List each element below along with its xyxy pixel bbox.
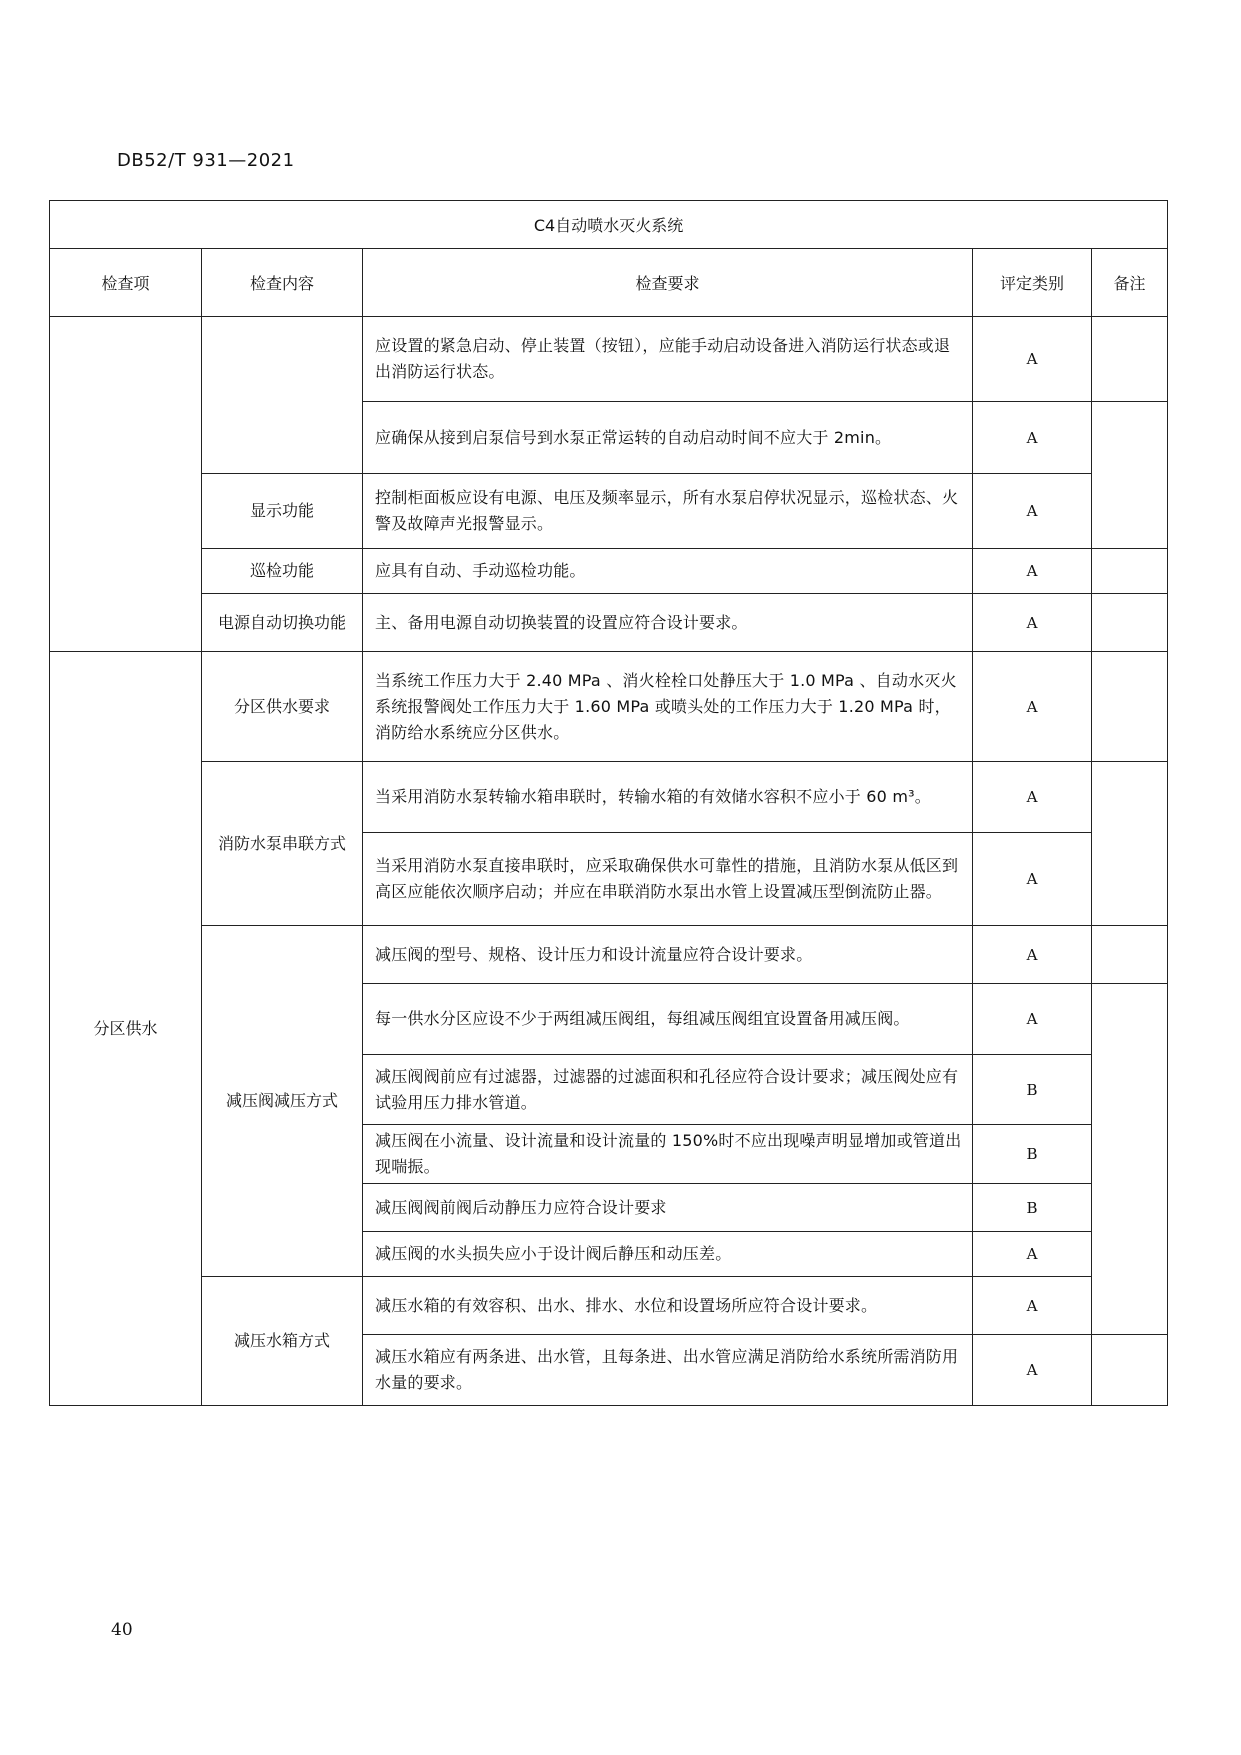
remark-cell [1092,594,1168,652]
grade-cell: A [973,1277,1092,1335]
grade-cell: B [973,1055,1092,1125]
check-content-cell: 减压阀减压方式 [202,926,363,1277]
check-content-cell [202,317,363,474]
remark-cell [1092,762,1168,926]
table-row [50,474,1168,549]
requirement-cell: 每一供水分区应设不少于两组减压阀组，每组减压阀组宜设置备用减压阀。 [363,984,973,1055]
grade-cell: A [973,549,1092,594]
check-content-cell: 巡检功能 [202,549,363,594]
grade-cell: A [973,926,1092,984]
grade-cell: A [973,652,1092,762]
requirement-cell: 减压水箱应有两条进、出水管，且每条进、出水管应满足消防给水系统所需消防用水量的要求。 [363,1335,973,1406]
grade-cell: A [973,1335,1092,1406]
remark-cell [1092,652,1168,762]
column-header-requirement: 检查要求 [363,249,973,317]
grade-cell: B [973,1125,1092,1184]
remark-cell [1092,549,1168,594]
requirement-cell: 减压阀阀前应有过滤器，过滤器的过滤面积和孔径应符合设计要求；减压阀处应有试验用压力排水管道。 [363,1055,973,1125]
grade-cell: A [973,1232,1092,1277]
grade-cell: A [973,984,1092,1055]
requirement-cell: 主、备用电源自动切换装置的设置应符合设计要求。 [363,594,973,652]
requirement-cell: 控制柜面板应设有电源、电压及频率显示，所有水泵启停状况显示，巡检状态、火警及故障声光报警显示。 [363,474,973,549]
grade-cell: A [973,762,1092,833]
table-title-row [50,201,1168,249]
grade-cell: A [973,594,1092,652]
grade-cell: A [973,833,1092,926]
requirement-cell: 当采用消防水泵直接串联时，应采取确保供水可靠性的措施，且消防水泵从低区到高区应能依次顺序启动；并应在串联消防水泵出水管上设置减压型倒流防止器。 [363,833,973,926]
remark-cell [1092,317,1168,402]
check-item-cell: 分区供水 [50,652,202,1406]
column-header-remark: 备注 [1092,249,1168,317]
table-row [50,317,1168,402]
table-row [50,549,1168,594]
requirement-cell: 减压阀阀前阀后动静压力应符合设计要求 [363,1184,973,1232]
check-content-cell: 分区供水要求 [202,652,363,762]
grade-cell: B [973,1184,1092,1232]
requirement-cell: 应具有自动、手动巡检功能。 [363,549,973,594]
table-row [50,762,1168,833]
column-header-item: 检查项 [50,249,202,317]
requirement-cell: 当采用消防水泵转输水箱串联时，转输水箱的有效储水容积不应小于 60 m³。 [363,762,973,833]
grade-cell: A [973,317,1092,402]
requirement-cell: 应确保从接到启泵信号到水泵正常运转的自动启动时间不应大于 2min。 [363,402,973,474]
inspection-table [49,200,1168,1406]
check-content-cell: 消防水泵串联方式 [202,762,363,926]
page-number: 40 [111,1620,133,1640]
remark-cell [1092,984,1168,1335]
requirement-cell: 减压阀在小流量、设计流量和设计流量的 150%时不应出现噪声明显增加或管道出现喘振。 [363,1125,973,1184]
check-item-cell [50,317,202,652]
table-row [50,594,1168,652]
table-row [50,926,1168,984]
grade-cell: A [973,402,1092,474]
requirement-cell: 当系统工作压力大于 2.40 MPa 、消火栓栓口处静压大于 1.0 MPa 、自动水灭火系统报警阀处工作压力大于 1.60 MPa 或喷头处的工作压力大于 1.20 MPa 时，消防给水系统应分区供水。 [363,652,973,762]
table-row [50,652,1168,762]
table-title: C4自动喷水灭火系统 [50,201,1168,249]
remark-cell [1092,1335,1168,1406]
requirement-cell: 应设置的紧急启动、停止装置（按钮），应能手动启动设备进入消防运行状态或退出消防运行状态。 [363,317,973,402]
document-code: DB52/T 931—2021 [117,150,295,171]
table-header-row [50,249,1168,317]
check-content-cell: 显示功能 [202,474,363,549]
column-header-grade: 评定类别 [973,249,1092,317]
column-header-content: 检查内容 [202,249,363,317]
remark-cell [1092,402,1168,549]
check-content-cell: 电源自动切换功能 [202,594,363,652]
remark-cell [1092,926,1168,984]
requirement-cell: 减压阀的水头损失应小于设计阀后静压和动压差。 [363,1232,973,1277]
table-row [50,1277,1168,1335]
grade-cell: A [973,474,1092,549]
requirement-cell: 减压水箱的有效容积、出水、排水、水位和设置场所应符合设计要求。 [363,1277,973,1335]
requirement-cell: 减压阀的型号、规格、设计压力和设计流量应符合设计要求。 [363,926,973,984]
check-content-cell: 减压水箱方式 [202,1277,363,1406]
